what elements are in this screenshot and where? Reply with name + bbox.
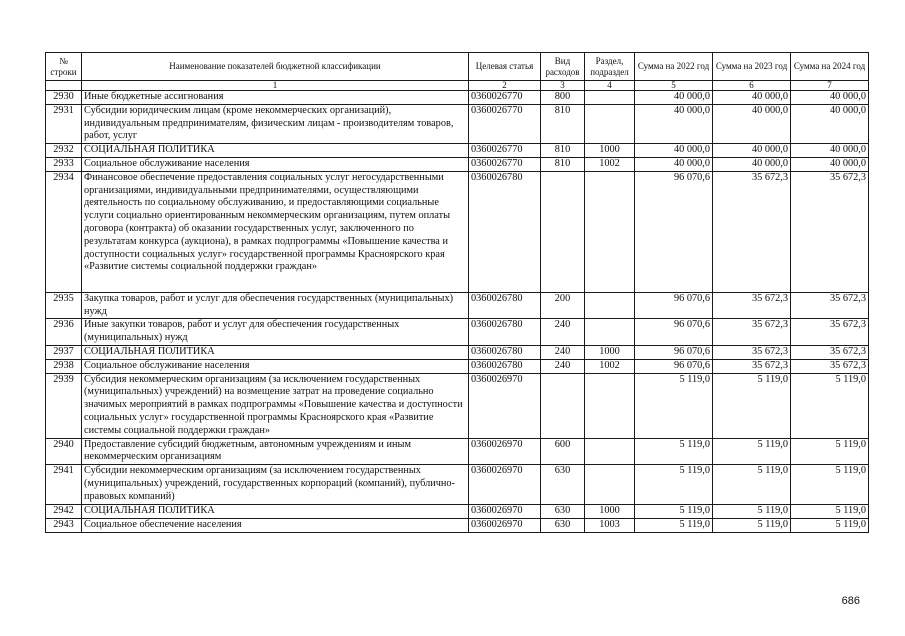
expense-type-cell: 630 — [541, 505, 585, 519]
section-cell: 1002 — [585, 157, 635, 171]
header-row-number: № строки — [46, 53, 82, 81]
section-cell — [585, 171, 635, 292]
sum-2022-cell: 96 070,6 — [635, 319, 713, 346]
row-name-cell: СОЦИАЛЬНАЯ ПОЛИТИКА — [82, 505, 469, 519]
row-number-cell: 2935 — [46, 292, 82, 319]
expense-type-cell: 810 — [541, 144, 585, 158]
target-article-cell: 0360026770 — [469, 104, 541, 143]
header-expense-type: Вид расходов — [541, 53, 585, 81]
sum-2022-cell: 5 119,0 — [635, 373, 713, 438]
row-number-cell: 2930 — [46, 91, 82, 105]
header-name: Наименование показателей бюджетной классификации — [82, 53, 469, 81]
budget-table — [45, 52, 869, 533]
row-name-cell: СОЦИАЛЬНАЯ ПОЛИТИКА — [82, 345, 469, 359]
sum-2024-cell: 35 672,3 — [791, 319, 869, 346]
row-name-cell: Иные бюджетные ассигнования — [82, 91, 469, 105]
sum-2024-cell: 40 000,0 — [791, 104, 869, 143]
row-name-cell: Финансовое обеспечение предоставления социальных услуг негосударственными организациями, индивидуальными предпринимателями, осуществляющими деятельность по социальному обслуживанию, и предоставляющими социальные услуги социально ориентированным некоммерческим организациям, путем оплаты договора (контракта) об оказании государственных услуг, заключенного по результатам конкурса (аукциона), в рамках подпрограммы «Повышение качества и доступности социальных услуг» государственной программы Красноярского края «Развитие системы социальной поддержки граждан» — [82, 171, 469, 292]
sum-2022-cell: 40 000,0 — [635, 91, 713, 105]
table-row — [46, 518, 869, 532]
target-article-cell: 0360026780 — [469, 319, 541, 346]
section-cell — [585, 91, 635, 105]
row-name-cell: Субсидии некоммерческим организациям (за исключением государственных (муниципальных) учреждений, государственных корпораций (компаний), публично-правовых компаний) — [82, 465, 469, 505]
section-cell: 1000 — [585, 345, 635, 359]
target-article-cell: 0360026970 — [469, 505, 541, 519]
sum-2024-cell: 5 119,0 — [791, 505, 869, 519]
section-cell — [585, 438, 635, 465]
table-row — [46, 465, 869, 505]
section-cell — [585, 319, 635, 346]
target-article-cell: 0360026780 — [469, 345, 541, 359]
target-article-cell: 0360026970 — [469, 438, 541, 465]
header-row — [46, 53, 869, 81]
expense-type-cell: 240 — [541, 345, 585, 359]
sum-2022-cell: 5 119,0 — [635, 505, 713, 519]
sum-2022-cell: 96 070,6 — [635, 292, 713, 319]
sum-2024-cell: 35 672,3 — [791, 345, 869, 359]
row-number-cell: 2933 — [46, 157, 82, 171]
target-article-cell: 0360026780 — [469, 292, 541, 319]
expense-type-cell — [541, 373, 585, 438]
section-cell: 1000 — [585, 144, 635, 158]
row-name-cell: Социальное обслуживание населения — [82, 359, 469, 373]
header-section: Раздел, подраздел — [585, 53, 635, 81]
column-number-cell: 5 — [635, 81, 713, 91]
sum-2023-cell: 35 672,3 — [713, 319, 791, 346]
section-cell: 1002 — [585, 359, 635, 373]
table-body — [46, 81, 869, 533]
sum-2023-cell: 40 000,0 — [713, 91, 791, 105]
column-number-cell — [46, 81, 82, 91]
sum-2024-cell: 5 119,0 — [791, 518, 869, 532]
expense-type-cell: 630 — [541, 518, 585, 532]
expense-type-cell: 240 — [541, 359, 585, 373]
sum-2022-cell: 5 119,0 — [635, 438, 713, 465]
section-cell: 1000 — [585, 505, 635, 519]
expense-type-cell: 200 — [541, 292, 585, 319]
row-number-cell: 2939 — [46, 373, 82, 438]
row-name-cell: Иные закупки товаров, работ и услуг для обеспечения государственных (муниципальных) нужд — [82, 319, 469, 346]
header-target-article: Целевая статья — [469, 53, 541, 81]
sum-2022-cell: 40 000,0 — [635, 157, 713, 171]
row-number-cell: 2940 — [46, 438, 82, 465]
table-row — [46, 157, 869, 171]
row-name-cell: СОЦИАЛЬНАЯ ПОЛИТИКА — [82, 144, 469, 158]
document-page — [45, 52, 868, 533]
page-number: 686 — [841, 595, 860, 607]
header-sum-2023: Сумма на 2023 год — [713, 53, 791, 81]
target-article-cell: 0360026780 — [469, 359, 541, 373]
sum-2023-cell: 35 672,3 — [713, 345, 791, 359]
sum-2024-cell: 35 672,3 — [791, 171, 869, 292]
section-cell — [585, 465, 635, 505]
expense-type-cell: 810 — [541, 157, 585, 171]
row-name-cell: Предоставление субсидий бюджетным, автономным учреждениям и иным некоммерческим организациям — [82, 438, 469, 465]
section-cell: 1003 — [585, 518, 635, 532]
sum-2023-cell: 5 119,0 — [713, 505, 791, 519]
sum-2023-cell: 5 119,0 — [713, 373, 791, 438]
target-article-cell: 0360026970 — [469, 465, 541, 505]
section-cell — [585, 373, 635, 438]
sum-2023-cell: 5 119,0 — [713, 465, 791, 505]
sum-2022-cell: 96 070,6 — [635, 359, 713, 373]
row-number-cell: 2942 — [46, 505, 82, 519]
expense-type-cell: 600 — [541, 438, 585, 465]
expense-type-cell — [541, 171, 585, 292]
target-article-cell: 0360026770 — [469, 144, 541, 158]
expense-type-cell: 630 — [541, 465, 585, 505]
header-sum-2022: Сумма на 2022 год — [635, 53, 713, 81]
row-number-cell: 2934 — [46, 171, 82, 292]
sum-2024-cell: 5 119,0 — [791, 373, 869, 438]
row-number-cell: 2932 — [46, 144, 82, 158]
row-number-cell: 2938 — [46, 359, 82, 373]
row-name-cell: Субсидии юридическим лицам (кроме некоммерческих организаций), индивидуальным предпринимателям, физическим лицам - производителям товаров, работ, услуг — [82, 104, 469, 143]
sum-2024-cell: 5 119,0 — [791, 438, 869, 465]
column-number-cell: 4 — [585, 81, 635, 91]
row-number-cell: 2941 — [46, 465, 82, 505]
row-number-cell: 2936 — [46, 319, 82, 346]
sum-2023-cell: 35 672,3 — [713, 292, 791, 319]
row-number-cell: 2943 — [46, 518, 82, 532]
column-number-cell: 3 — [541, 81, 585, 91]
header-sum-2024: Сумма на 2024 год — [791, 53, 869, 81]
target-article-cell: 0360026780 — [469, 171, 541, 292]
table-row — [46, 319, 869, 346]
section-cell — [585, 104, 635, 143]
target-article-cell: 0360026970 — [469, 373, 541, 438]
sum-2022-cell: 40 000,0 — [635, 144, 713, 158]
table-row — [46, 171, 869, 292]
sum-2022-cell: 5 119,0 — [635, 518, 713, 532]
column-number-cell: 1 — [82, 81, 469, 91]
table-row — [46, 438, 869, 465]
row-name-cell: Социальное обеспечение населения — [82, 518, 469, 532]
row-name-cell: Закупка товаров, работ и услуг для обеспечения государственных (муниципальных) нужд — [82, 292, 469, 319]
sum-2023-cell: 5 119,0 — [713, 518, 791, 532]
sum-2024-cell: 40 000,0 — [791, 91, 869, 105]
column-number-cell: 7 — [791, 81, 869, 91]
sum-2022-cell: 96 070,6 — [635, 171, 713, 292]
table-row — [46, 104, 869, 143]
table-row — [46, 373, 869, 438]
row-name-cell: Субсидия некоммерческим организациям (за исключением государственных (муниципальных) учреждений) на возмещение затрат на проведение социально значимых мероприятий в рамках подпрограммы «Повышение качества и доступности социальных услуг» государственной программы Красноярского края «Развитие системы социальной поддержки граждан» — [82, 373, 469, 438]
sum-2023-cell: 40 000,0 — [713, 104, 791, 143]
expense-type-cell: 810 — [541, 104, 585, 143]
sum-2024-cell: 40 000,0 — [791, 157, 869, 171]
row-number-cell: 2937 — [46, 345, 82, 359]
row-name-cell: Социальное обслуживание населения — [82, 157, 469, 171]
column-number-cell: 6 — [713, 81, 791, 91]
sum-2023-cell: 35 672,3 — [713, 171, 791, 292]
sum-2022-cell: 5 119,0 — [635, 465, 713, 505]
table-row — [46, 505, 869, 519]
section-cell — [585, 292, 635, 319]
table-row — [46, 345, 869, 359]
table-row — [46, 144, 869, 158]
column-number-row — [46, 81, 869, 91]
target-article-cell: 0360026970 — [469, 518, 541, 532]
sum-2023-cell: 40 000,0 — [713, 157, 791, 171]
table-row — [46, 292, 869, 319]
sum-2022-cell: 40 000,0 — [635, 104, 713, 143]
sum-2024-cell: 5 119,0 — [791, 465, 869, 505]
column-number-cell: 2 — [469, 81, 541, 91]
expense-type-cell: 800 — [541, 91, 585, 105]
expense-type-cell: 240 — [541, 319, 585, 346]
sum-2023-cell: 35 672,3 — [713, 359, 791, 373]
sum-2023-cell: 40 000,0 — [713, 144, 791, 158]
target-article-cell: 0360026770 — [469, 91, 541, 105]
sum-2024-cell: 35 672,3 — [791, 292, 869, 319]
sum-2024-cell: 40 000,0 — [791, 144, 869, 158]
table-row — [46, 359, 869, 373]
row-number-cell: 2931 — [46, 104, 82, 143]
sum-2023-cell: 5 119,0 — [713, 438, 791, 465]
target-article-cell: 0360026770 — [469, 157, 541, 171]
sum-2022-cell: 96 070,6 — [635, 345, 713, 359]
table-row — [46, 91, 869, 105]
sum-2024-cell: 35 672,3 — [791, 359, 869, 373]
